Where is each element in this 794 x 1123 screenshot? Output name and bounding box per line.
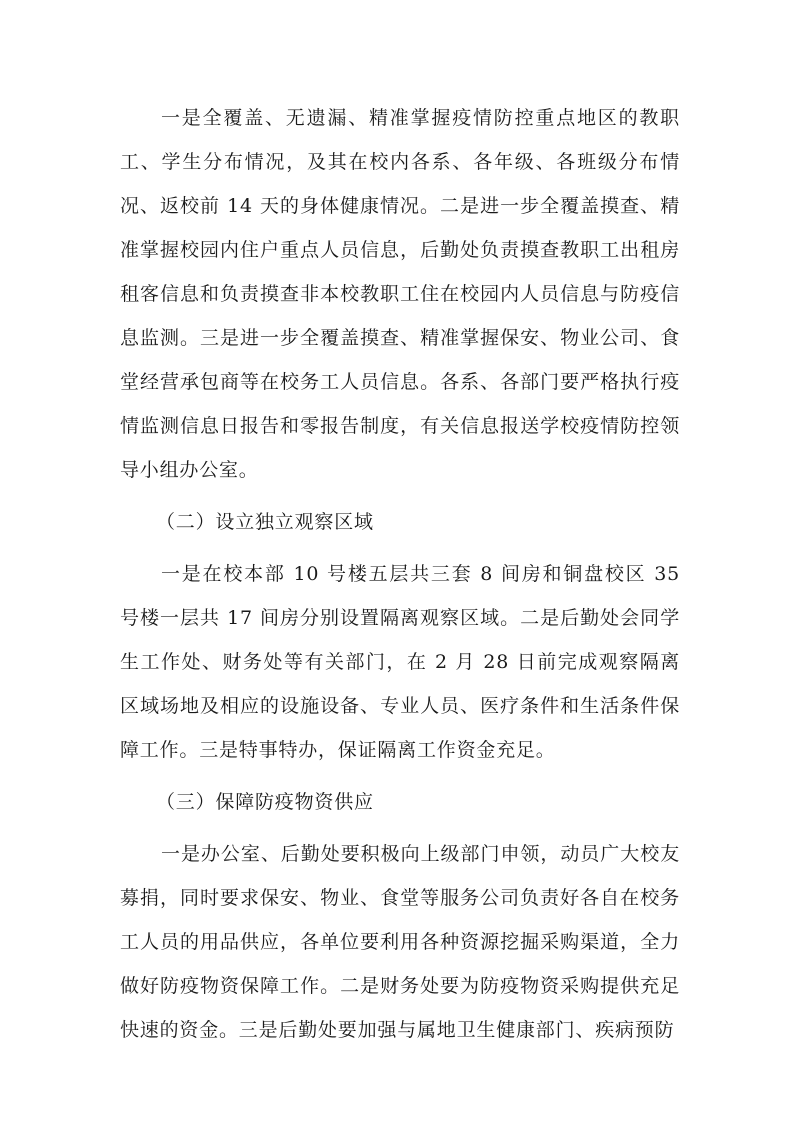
section-heading-supplies: （三）保障防疫物资供应 bbox=[156, 791, 374, 813]
document-body bbox=[120, 96, 680, 1052]
paragraph-personnel-screening: 一是全覆盖、无遗漏、精准掌握疫情防控重点地区的教职工、学生分布情况，及其在校内各系、各年级、各班级分布情况、返校前 14 天的身体健康情况。二是进一步全覆盖摸查、精准掌握校园内住户重点人员信息，后勤处负责摸查教职工出租房租客信息和负责摸查非本校教职工住在校园内人员信息与防疫信息监测。三是进一步全覆盖摸查、精准掌握保安、物业公司、食堂经营承包商等在校务工人员信息。各系、各部门要严格执行疫情监测信息日报告和零报告制度，有关信息报送学校疫情防控领导小组办公室。 bbox=[120, 107, 680, 481]
section-heading-observation-area: （二）设立独立观察区域 bbox=[156, 511, 374, 533]
paragraph-observation-area: 一是在校本部 10 号楼五层共三套 8 间房和铜盘校区 35 号楼一层共 17 间房分别设置隔离观察区域。二是后勤处会同学生工作处、财务处等有关部门，在 2 月 28 日前完成观察隔离区域场地及相应的设施设备、专业人员、医疗条件和生活条件保障工作。三是特事特办，保证隔离工作资金充足。 bbox=[120, 563, 680, 761]
paragraph-supplies: 一是办公室、后勤处要积极向上级部门申领，动员广大校友募捐，同时要求保安、物业、食堂等服务公司负责好各自在校务工人员的用品供应，各单位要利用各种资源挖掘采购渠道，全力做好防疫物资保障工作。二是财务处要为防疫物资采购提供充足快速的资金。三是后勤处要加强与属地卫生健康部门、疾病预防 bbox=[120, 843, 680, 1041]
